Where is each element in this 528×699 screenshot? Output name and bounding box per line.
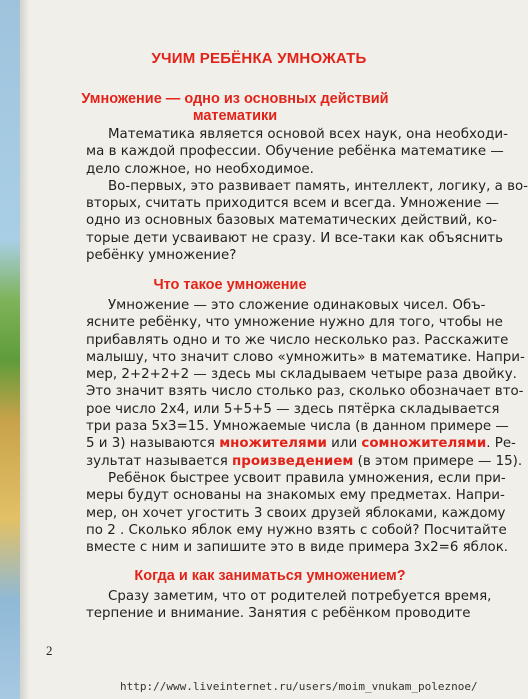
- text-line: меры будут основаны на знакомых ему предметах. Напри-: [86, 488, 505, 504]
- text-line: [86, 453, 523, 470]
- text-fragment: зультат называется: [86, 453, 233, 469]
- text-line: Математика является основой всех наук, она необходи-: [108, 127, 508, 142]
- section2-heading: Что такое умножение: [153, 277, 307, 293]
- text-line: торые дети усваивают не сразу. И все-таки как объяснить: [86, 230, 503, 246]
- text-fragment: . Ре-: [486, 436, 516, 452]
- section3-body: [86, 588, 492, 623]
- page-number: 2: [46, 643, 53, 658]
- text-line: одно из основных базовых математических действий, ко-: [86, 213, 497, 229]
- text-line: прибавлять одно и то же число несколько раз. Расскажите: [86, 332, 509, 348]
- section2-body: [86, 297, 525, 556]
- section3-heading: Когда и как заниматься умножением?: [134, 568, 406, 584]
- text-line: мер, 2+2+2+2 — здесь мы складываем четыре раза двойку.: [86, 367, 517, 383]
- text-line: вторых, считать приходится всем и всегда. Умножение —: [86, 196, 500, 212]
- text-line: Это значит взять число столько раз, сколько обозначает вто-: [86, 384, 524, 400]
- text-line: дело сложное, но необходимое.: [86, 161, 314, 177]
- text-line: три раза 5x3=15. Умножаемые числа (в данном примере —: [86, 419, 509, 435]
- text-fragment: или: [326, 436, 362, 452]
- book-page: [30, 0, 528, 699]
- section1-heading-line2: математики: [192, 108, 278, 124]
- text-line: ма в каждой профессии. Обучение ребёнка математике —: [86, 144, 504, 160]
- page-gutter-shadow: [20, 0, 30, 699]
- text-line: ясните ребёнку, что умножение нужно для того, чтобы не: [86, 315, 503, 331]
- text-line: малышу, что значит слово «умножить» в математике. Напри-: [86, 349, 525, 365]
- text-line: мер, он хочет угостить 3 своих друзей яблоками, каждому: [86, 505, 506, 521]
- text-line: Ребёнок быстрее усвоит правила умножения, если при-: [108, 470, 506, 486]
- page-title: УЧИМ РЕБЁНКА УМНОЖАТЬ: [151, 50, 367, 67]
- text-fragment: 5 и 3) называются: [86, 436, 220, 452]
- source-watermark: http://www.liveinternet.ru/users/moim_vnukam_poleznoe/: [120, 680, 478, 693]
- text-line: Во-первых, это развивает память, интеллект, логику, а во-: [108, 178, 528, 194]
- term-comultipliers: сомножителями: [361, 436, 487, 452]
- text-line: Умножение — это сложение одинаковых чисел. Объ-: [108, 298, 486, 313]
- text-line: по 2 . Сколько яблок ему нужно взять с собой? Посчитайте: [86, 522, 507, 538]
- text-line: Сразу заметим, что от родителей потребуется время,: [108, 589, 492, 604]
- text-line: вместе с ним и запишите это в виде примера 3x2=6 яблок.: [86, 540, 509, 556]
- text-line: ребёнку умножение?: [86, 248, 237, 264]
- term-multipliers: множителями: [219, 436, 327, 452]
- book-spine-illustration: [0, 0, 20, 699]
- text-fragment: (в этом примере — 15).: [353, 453, 523, 469]
- text-line: [86, 435, 516, 452]
- text-line: терпение и внимание. Занятия с ребёнком проводите: [86, 606, 471, 622]
- section1-body: [86, 126, 528, 264]
- section1-heading-line1: Умножение — одно из основных действий: [81, 91, 389, 107]
- text-line: рое число 2x4, или 5+5+5 — здесь пятёрка складывается: [86, 401, 500, 417]
- term-product: произведением: [232, 453, 354, 469]
